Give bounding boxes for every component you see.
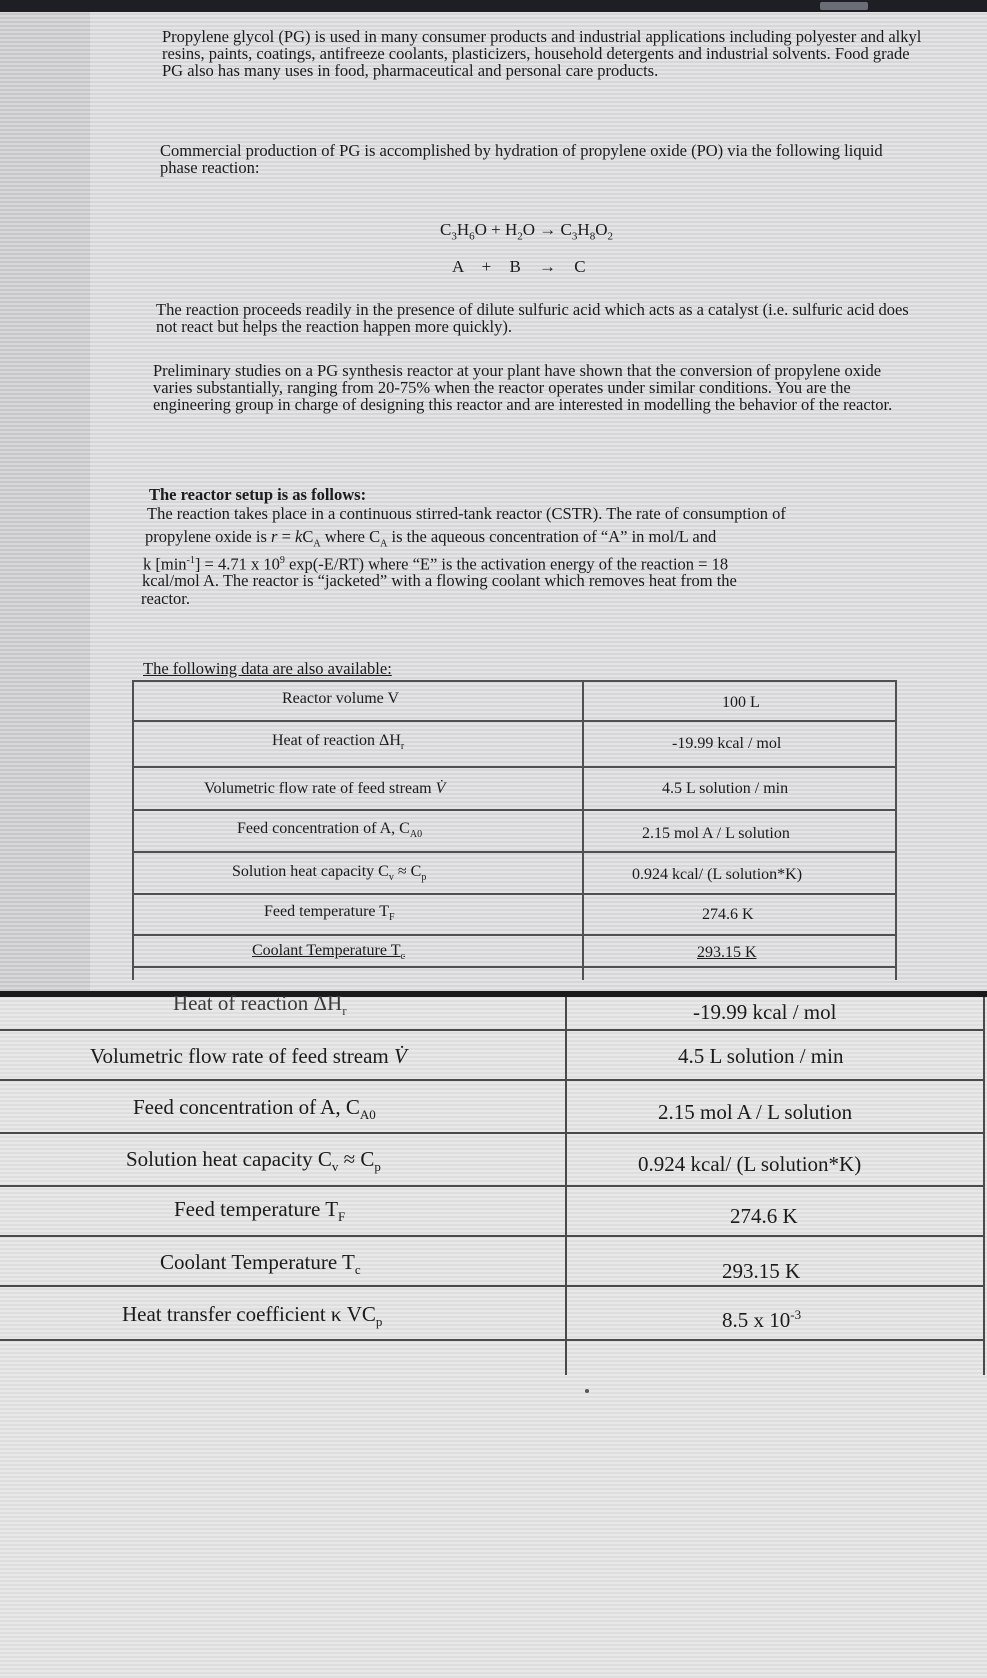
value-heat-capacity-2: 0.924 kcal/ (L solution*K) <box>638 1152 862 1176</box>
value-heat-capacity: 0.924 kcal/ (L solution*K) <box>632 866 803 883</box>
legend-arrow: → <box>539 257 557 276</box>
param-feed-concentration: Feed concentration of A, $C_{A0}$ <box>237 820 423 841</box>
data-table-top <box>132 680 897 980</box>
legend-a: A <box>452 257 464 276</box>
intro-paragraph: Propylene glycol (PG) is used in many consumer products and industrial applications including polyester and alkyl resins, paints, coatings, antifreeze coolants, plasticizers, household detergents and industrial solvents. Food grade PG also has many uses in food, pharmaceutical and personal care products. <box>162 27 922 80</box>
setup-line-2: propylene oxide is $r = kC_A$ where $C_A$ is the aqueous concentration of “A” in mol/L and <box>145 527 717 550</box>
setup-line-4: kcal/mol A. The reactor is “jacketed” with a flowing coolant which removes heat from the <box>142 571 737 590</box>
value-feed-temperature: 274.6 K <box>702 906 754 923</box>
value-feed-concentration: 2.15 mol A / L solution <box>642 825 790 842</box>
param-coolant-temperature: Coolant Temperature $T_c$ <box>252 942 405 963</box>
param-heat-transfer-coefficient: Heat transfer coefficient κ $VC_p$ <box>122 1302 383 1330</box>
param-coolant-temperature-2: Coolant Temperature $T_c$ <box>160 1250 361 1278</box>
param-heat-capacity-2: Solution heat capacity $C_v \approx C_p$ <box>126 1147 381 1175</box>
setup-heading: The reactor setup is as follows: <box>149 485 367 504</box>
reaction-equation: $C_3H_6O + H_2O \to C_3H_8O_2$ <box>440 220 613 243</box>
value-feed-temperature-2: 274.6 K <box>730 1204 798 1228</box>
setup-line-5: reactor. <box>141 589 191 608</box>
legend-plus: + <box>481 257 492 276</box>
preliminary-paragraph: Preliminary studies on a PG synthesis reactor at your plant have shown that the conversion of propylene oxide varies substantially, ranging from 20-75% when the reactor operates under similar conditions. You are the engineering group in charge of designing this reactor and are interested in modelling the behavior of the reactor. <box>153 361 893 414</box>
setup-line-3-desc: exp(-E/RT) where “E” is the activation energy of the reaction = 18 <box>284 554 729 574</box>
param-volumetric-flow-2: Volumetric flow rate of feed stream V̇ <box>90 1044 407 1068</box>
param-feed-concentration-2: Feed concentration of A, $C_{A0}$ <box>133 1095 376 1123</box>
document-photo-1 <box>0 12 987 991</box>
speck <box>585 1389 589 1393</box>
param-heat-capacity: Solution heat capacity $C_v \approx C_p$ <box>232 863 427 884</box>
value-heat-transfer-coefficient: 8.5 x $10^{-3}$ <box>722 1307 802 1332</box>
data-table-bottom <box>0 991 987 1377</box>
table-intro: The following data are also available: <box>143 659 392 678</box>
setup-line-2-where: where C <box>320 527 381 546</box>
param-feed-temperature: Feed temperature $T_F$ <box>264 903 395 924</box>
param-heat-of-reaction-2: Heat of reaction $\Delta H_r$ <box>173 991 347 1019</box>
value-volumetric-flow-2: 4.5 L solution / min <box>678 1044 844 1068</box>
page-edge <box>0 12 90 991</box>
document-photo-2 <box>0 991 987 1678</box>
value-reactor-volume: 100 L <box>722 694 760 711</box>
value-heat-of-reaction: -19.99 kcal / mol <box>672 735 782 752</box>
value-heat-of-reaction-2: -19.99 kcal / mol <box>693 1000 837 1024</box>
setup-line-1: The reaction takes place in a continuous stirred-tank reactor (CSTR). The rate of consumption of <box>147 504 786 523</box>
setup-line-3-value: ] = 4.71 x 10 <box>194 554 280 574</box>
top-bar <box>0 0 987 12</box>
legend-c: C <box>574 257 586 276</box>
legend-b: B <box>509 257 521 276</box>
value-coolant-temperature: 293.15 K <box>697 944 757 961</box>
param-feed-temperature-2: Feed temperature $T_F$ <box>174 1197 346 1225</box>
setup-line-3: k $[\min^{-1}] = 4.71$ x $10^9$ exp(-E/RT) where “E” is the activation energy of the reaction = 18 <box>143 554 729 574</box>
top-bar-pill <box>820 2 868 10</box>
value-feed-concentration-2: 2.15 mol A / L solution <box>658 1100 853 1124</box>
value-coolant-temperature-2: 293.15 K <box>722 1259 801 1283</box>
param-volumetric-flow: Volumetric flow rate of feed stream V̇ <box>204 780 446 797</box>
param-reactor-volume: Reactor volume V <box>282 690 400 707</box>
reaction-legend <box>452 257 586 277</box>
production-paragraph: Commercial production of PG is accomplished by hydration of propylene oxide (PO) via the following liquid phase reaction: <box>160 141 883 177</box>
param-heat-of-reaction: Heat of reaction $\Delta H_r$ <box>272 732 405 753</box>
catalyst-paragraph: The reaction proceeds readily in the presence of dilute sulfuric acid which acts as a catalyst (i.e. sulfuric acid does not react but helps the reaction happen more quickly). <box>156 300 909 336</box>
value-volumetric-flow: 4.5 L solution / min <box>662 780 789 797</box>
setup-line-2-desc: is the aqueous concentration of “A” in mol/L and <box>387 527 717 546</box>
